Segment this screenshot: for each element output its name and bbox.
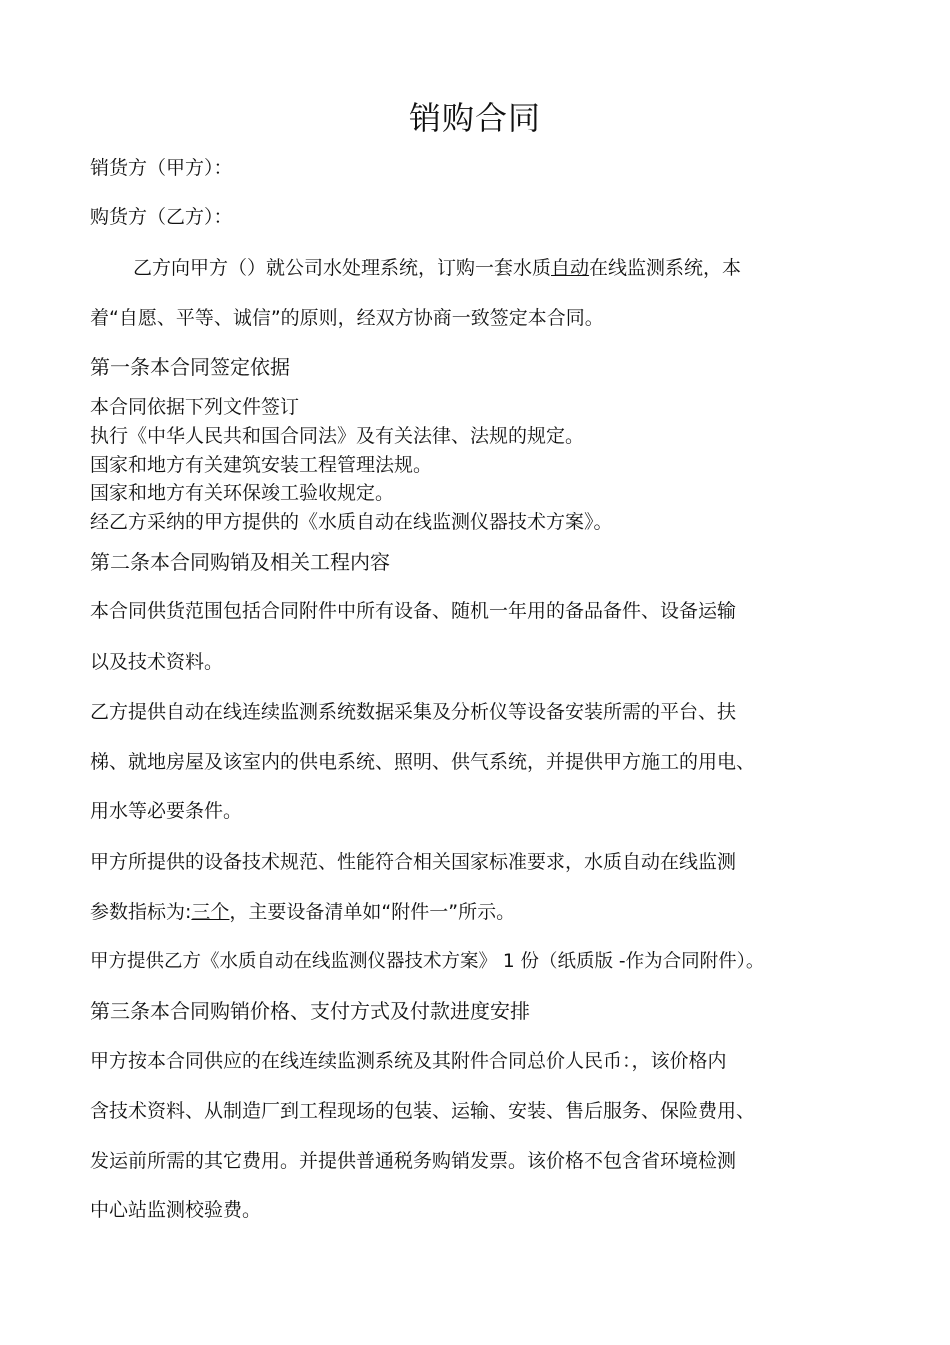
seller-label: 销货方（甲方）： <box>90 157 233 179</box>
params-prefix: 参数指标为: <box>90 901 192 923</box>
article1-line: 经乙方采纳的甲方提供的《水质自动在线监测仪器技术方案》。 <box>90 511 613 533</box>
article1-line: 国家和地方有关建筑安装工程管理法规。 <box>90 454 433 476</box>
article1-line: 执行《中华人民共和国合同法》及有关法律、法规的规定。 <box>90 425 585 447</box>
params-suffix: ，主要设备清单如“附件一”所示。 <box>229 901 516 923</box>
article3-line: 发运前所需的其它费用。并提供普通税务购销发票。该价格不包含省环境检测 <box>90 1150 737 1172</box>
article3-heading: 第三条本合同购销价格、支付方式及付款进度安排 <box>90 999 530 1023</box>
article2-line: 本合同供货范围包括合同附件中所有设备、随机一年用的备品备件、设备运输 <box>90 600 737 622</box>
article1-heading: 第一条本合同签定依据 <box>90 355 290 379</box>
article1-line: 国家和地方有关环保竣工验收规定。 <box>90 482 395 504</box>
intro-line-2: 着“自愿、平等、诚信”的原则，经双方协商一致签定本合同。 <box>90 307 604 329</box>
article2-line: 以及技术资料。 <box>90 651 224 673</box>
article2-params-line <box>90 900 515 924</box>
article2-line: 用水等必要条件。 <box>90 800 243 822</box>
article3-line: 含技术资料、从制造厂到工程现场的包装、运输、安装、售后服务、保险费用、 <box>90 1100 756 1122</box>
article3-line: 甲方按本合同供应的在线连续监测系统及其附件合同总价人民币：，该价格内 <box>90 1050 727 1072</box>
article2-line: 乙方提供自动在线连续监测系统数据采集及分析仪等设备安装所需的平台、扶 <box>90 701 737 723</box>
intro-underlined-text: 自动 <box>551 257 590 279</box>
article1-line: 本合同依据下列文件签订 <box>90 396 300 418</box>
article2-copy-line: 甲方提供乙方《水质自动在线监测仪器技术方案》 1 份（纸质版 -作为合同附件）。 <box>90 951 765 972</box>
intro-line-1 <box>133 256 741 280</box>
buyer-label: 购货方（乙方）： <box>90 206 233 228</box>
document-title: 销购合同 <box>408 99 541 137</box>
article3-line: 中心站监测校验费。 <box>90 1199 262 1221</box>
article2-line: 梯、就地房屋及该室内的供电系统、照明、供气系统，并提供甲方施工的用电、 <box>90 751 756 773</box>
intro-text-a: 乙方向甲方（）就公司水处理系统，订购一套水质 <box>133 257 552 279</box>
article2-line: 甲方所提供的设备技术规范、性能符合相关国家标准要求，水质自动在线监测 <box>90 851 737 873</box>
article2-heading: 第二条本合同购销及相关工程内容 <box>90 550 390 574</box>
params-value: 三个 <box>191 901 230 923</box>
intro-text-b: 在线监测系统，本 <box>589 257 742 279</box>
